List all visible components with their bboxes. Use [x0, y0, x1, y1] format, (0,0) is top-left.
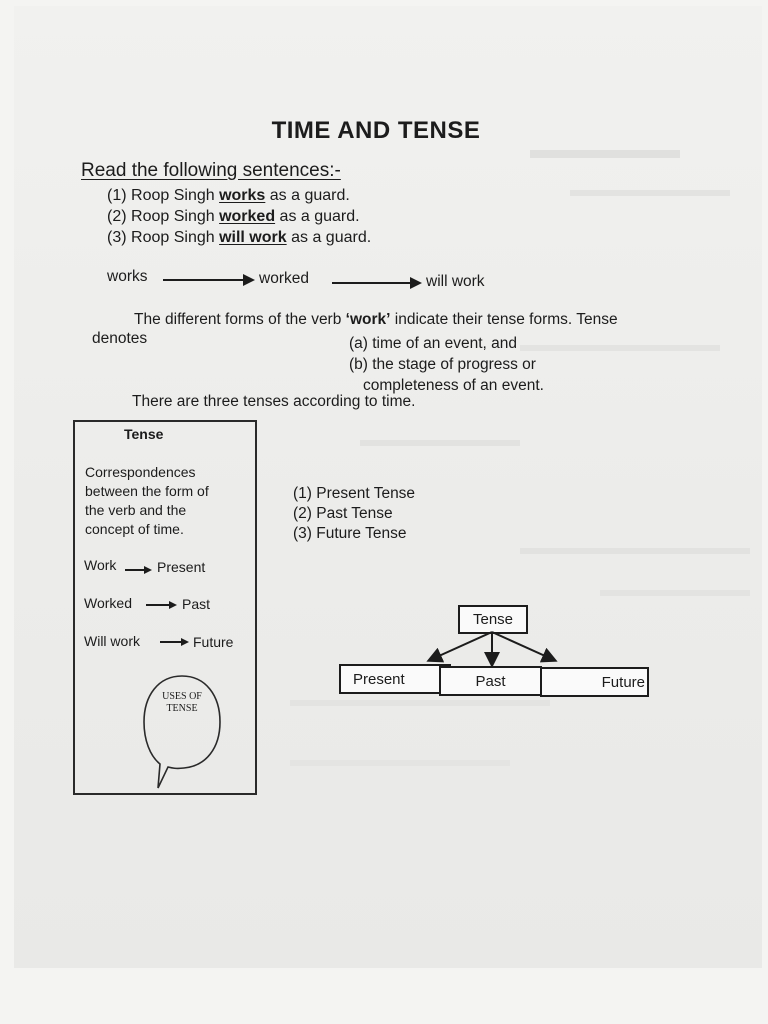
- flow-item-will-work: will work: [426, 273, 485, 290]
- paragraph-point-a: (a) time of an event, and: [349, 335, 518, 352]
- flow-item-works: works: [107, 268, 148, 285]
- diagram-root: Tense: [458, 605, 528, 634]
- paragraph-denotes: denotes: [92, 330, 148, 347]
- arrow-right-icon: [144, 566, 152, 574]
- arrow-right-icon: [243, 274, 255, 286]
- sentence-verb: works: [219, 187, 266, 204]
- arrow-right-icon: [410, 277, 422, 289]
- page-title: TIME AND TENSE: [271, 117, 481, 144]
- sentence-text: as a guard.: [265, 187, 350, 204]
- speech-bubble-icon: [140, 672, 224, 792]
- diagram-child-future: Future: [540, 667, 649, 697]
- tense-row-right: Future: [193, 634, 234, 650]
- sentence-verb: will work: [219, 229, 287, 246]
- diagram-child-past: Past: [439, 666, 542, 696]
- sentence-verb: worked: [219, 208, 276, 225]
- tense-row-right: Past: [182, 596, 211, 612]
- section-heading: Read the following sentences:-: [81, 160, 341, 181]
- sentence-text: Roop Singh: [131, 229, 220, 246]
- sentence-text: as a guard.: [275, 208, 360, 225]
- paragraph-text: indicate their tense forms. Tense: [390, 311, 618, 328]
- diagram-child-present: Present: [339, 664, 451, 694]
- paragraph-three-tenses: There are three tenses according to time.: [132, 393, 416, 410]
- arrow-right-icon: [169, 601, 177, 609]
- paragraph-point-b: (b) the stage of progress or: [349, 356, 536, 373]
- sentence-1: [107, 187, 350, 205]
- tense-row-left: Will work: [84, 633, 140, 649]
- paragraph-point-b-cont: completeness of an event.: [363, 377, 544, 394]
- arrow-right-icon: [181, 638, 189, 646]
- tense-row-left: Work: [84, 557, 117, 573]
- bubble-label: [152, 691, 212, 715]
- paragraph-line: [134, 311, 618, 329]
- paragraph-bold: ‘work’: [345, 311, 391, 328]
- tense-row-left: Worked: [84, 595, 132, 611]
- bubble-line: TENSE: [166, 703, 198, 714]
- tense-box-heading: Tense: [124, 426, 164, 442]
- arrow-line: [146, 604, 170, 606]
- arrow-line: [125, 569, 145, 571]
- sentence-number: (1): [107, 187, 127, 204]
- paragraph-text: The different forms of the verb: [134, 311, 346, 328]
- sentence-number: (3): [107, 229, 127, 246]
- tense-box-desc: concept of time.: [85, 521, 184, 537]
- sentence-number: (2): [107, 208, 127, 225]
- tense-box-desc: Correspondences: [85, 464, 196, 480]
- tense-row-right: Present: [157, 559, 206, 575]
- flow-item-worked: worked: [259, 270, 309, 287]
- sentence-text: Roop Singh: [131, 208, 220, 225]
- tense-box-desc: between the form of: [85, 483, 209, 499]
- flow-arrow-line: [163, 279, 245, 281]
- bubble-line: USES OF: [162, 691, 202, 702]
- tense-box-desc: the verb and the: [85, 502, 187, 518]
- sentence-3: [107, 229, 371, 247]
- arrow-line: [160, 641, 182, 643]
- tense-list-item: (2) Past Tense: [293, 505, 393, 522]
- flow-arrow-line: [332, 282, 412, 284]
- sentence-2: [107, 208, 360, 226]
- sentence-text: Roop Singh: [131, 187, 220, 204]
- tense-list-item: (3) Future Tense: [293, 525, 407, 542]
- tense-list-item: (1) Present Tense: [293, 485, 416, 502]
- sentence-text: as a guard.: [286, 229, 372, 246]
